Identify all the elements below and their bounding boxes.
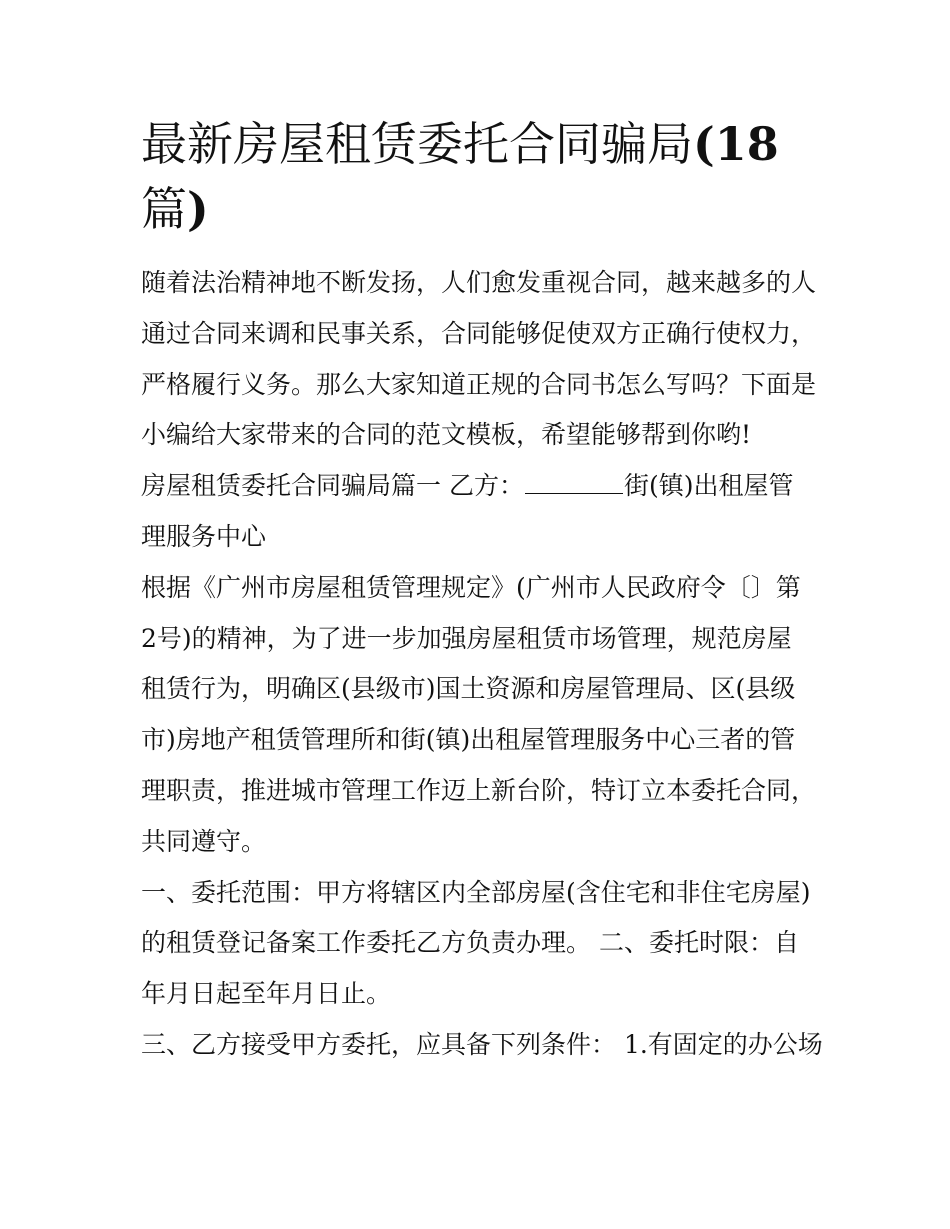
body-line: 年月日起至年月日止。 — [141, 979, 392, 1009]
body-line: 小编给大家带来的合同的范文模板，希望能够帮到你哟! — [141, 420, 752, 450]
party-line-prefix: 房屋租赁委托合同骗局篇一 乙方： — [141, 471, 524, 501]
body-line: 租赁行为，明确区(县级市)国土资源和房屋管理局、区(县级 — [141, 674, 796, 704]
document-content — [141, 112, 823, 1071]
party-line — [141, 461, 813, 512]
body-line: 市)房地产租赁管理所和街(镇)出租屋管理服务中心三者的管 — [141, 725, 796, 755]
body-line: 理服务中心 — [141, 521, 267, 551]
title-line-2: 篇) — [141, 182, 209, 236]
body-line: 2号)的精神，为了进一步加强房屋租赁市场管理，规范房屋 — [141, 623, 792, 653]
title-line-1: 最新房屋租赁委托合同骗局(18 — [141, 117, 779, 171]
body-line: 根据《广州市房屋租赁管理规定》(广州市人民政府令〔〕第 — [141, 572, 801, 602]
body-line: 三、乙方接受甲方委托，应具备下列条件： 1.有固定的办公场 — [141, 1029, 823, 1059]
body-line: 共同遵守。 — [141, 826, 267, 856]
body-line: 严格履行义务。那么大家知道正规的合同书怎么写吗？下面是 — [141, 369, 817, 399]
document-title — [141, 112, 813, 242]
body-line: 的租赁登记备案工作委托乙方负责办理。 二、委托时限：自 — [141, 928, 799, 958]
body-line: 一、委托范围：甲方将辖区内全部房屋(含住宅和非住宅房屋) — [141, 877, 811, 907]
document-body — [141, 258, 823, 1071]
body-line: 随着法治精神地不断发扬，人们愈发重视合同，越来越多的人 — [141, 268, 817, 297]
party-line-suffix: 街(镇)出租屋管 — [623, 471, 794, 501]
body-line: 通过合同来调和民事关系，合同能够促使双方正确行使权力， — [141, 318, 817, 348]
body-line: 理职责，推进城市管理工作迈上新台阶，特订立本委托合同， — [141, 775, 817, 805]
fill-in-blank — [525, 469, 623, 494]
